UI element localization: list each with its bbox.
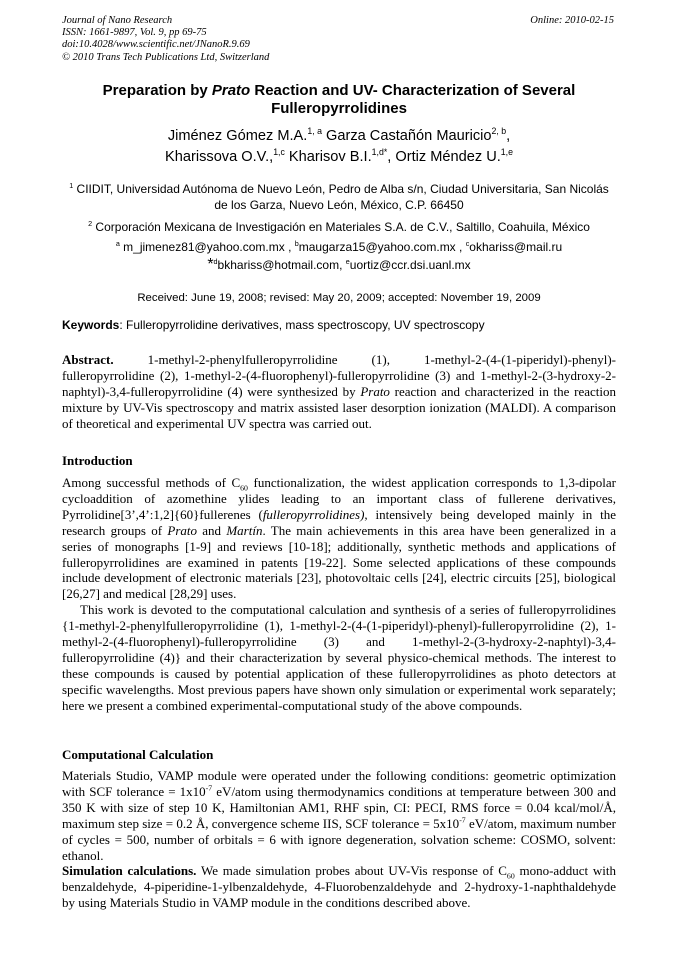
keywords	[62, 318, 616, 333]
introduction-paragraph-2: This work is devoted to the computational calculation and synthesis of a series of fulleropyrrolidines {1-methyl-2-phenylfulleropyrrolidine (1), 1-methyl-2-(4-(1-piperidyl)-phenyl)-fulleropyrrolidine (2), 1-methyl-2-(4-fluorophenyl)-fulleropyrrolidine (3) and 1-methyl-2-(3-hydroxy-2-naphtyl)-3,4-fulleropyrrolidine (4)} and their characterization by several physico-chemical methods. The interest to these compounds is caused by potential application of these fulleropyrrolidines as photo detectors at specific wavelengths. Most previous papers have shown only simulation or experimental work separately; here we present a combined experimental-computational study of the above compounds.	[62, 602, 616, 713]
author-1-sup: 1, a	[307, 126, 322, 137]
comp-p1-sup1: -7	[205, 783, 213, 793]
email-d[interactable]: bkhariss@hotmail.com,	[217, 258, 346, 272]
email-line-2	[62, 257, 616, 273]
email-line-1	[62, 240, 616, 255]
author-1: Jiménez Gómez M.A.	[167, 128, 308, 144]
comp-p2-b: mono-adduct with benzaldehyde, 4-piperidine-1-ylbenzaldehyde, 4-Fluorobenzaldehyde and 2-hydroxy-1-naphthaldehyde by using Materials Studio in VAMP module in the conditions described above.	[62, 863, 616, 911]
abstract-prato: Prato	[360, 383, 390, 399]
author-5: , Ortiz Méndez U.	[387, 149, 501, 165]
keywords-text: : Fulleropyrrolidine derivatives, mass spectroscopy, UV spectroscopy	[119, 318, 485, 332]
comp-p1-b: eV/atom using thermodynamics conditions at temperature between 300 and 350 K with size of step 10 K, Hamiltonian AM1, RHF spin, CI: PECI, RMS force = 0.04 kcal/mol/Å, maximum step size = 0.2 Å, convergence scheme IIS, SCF tolerance = 5x10	[62, 783, 616, 831]
journal-doi: doi:10.4028/www.scientific.net/JNanoR.9.69	[62, 39, 250, 51]
author-list	[62, 126, 616, 168]
email-b-sup: b	[294, 239, 299, 248]
comp-p2-sub: 60	[506, 872, 515, 882]
abstract-label: Abstract.	[62, 352, 114, 367]
intro-p1-b: functionalization, the widest application corresponds to 1,3-dipolar cycloaddition of azomethine ylides leading to an important class of fullerene derivatives, Pyrrolidine[3’,4’:1,2]{60}fullerenes (	[62, 475, 616, 522]
intro-p1-a: Among successful methods of C	[62, 475, 241, 490]
introduction-heading: Introduction	[62, 453, 133, 468]
paper-title	[62, 82, 616, 118]
intro-p1-it3: Martín	[226, 522, 263, 538]
comp-p2-a: We made simulation probes about UV-Vis response of C	[196, 863, 507, 879]
comp-p1-a: Materials Studio, VAMP module were operated under the following conditions: geometric optimization with SCF tolerance = 1x10	[62, 768, 616, 799]
author-2-sup: 2, b	[491, 126, 507, 137]
author-2-tail: ,	[506, 128, 511, 144]
title-italic: Prato	[211, 82, 251, 99]
email-c[interactable]: okhariss@mail.ru	[469, 240, 563, 254]
intro-p1-it1: fulleropyrrolidines)	[262, 506, 365, 522]
intro-p1-c: , intensively being developed mainly in the research groups of	[62, 506, 617, 538]
author-2: Garza Castañón Mauricio	[321, 128, 492, 144]
affiliation-1-num: 1	[69, 181, 74, 190]
computational-body	[62, 768, 616, 911]
email-d-sup: d	[213, 257, 218, 266]
author-3-sup: 1,c	[273, 147, 285, 158]
journal-name: Journal of Nano Research	[62, 15, 173, 26]
affiliation-1	[62, 182, 616, 213]
author-5-sup: 1,e	[500, 147, 513, 158]
email-e[interactable]: uortiz@ccr.dsi.uanl.mx	[349, 258, 471, 272]
author-4: Kharisov B.I.	[284, 149, 372, 165]
computational-heading: Computational Calculation	[62, 747, 214, 762]
affiliation-2	[62, 220, 616, 235]
comp-p1-sup2: -7	[459, 815, 466, 825]
abstract-text-1: 1-methyl-2-phenylfulleropyrrolidine (1), 1-methyl-2-(4-(1-piperidyl)-phenyl)-fulleropyrrolidine (2), 1-methyl-2-(4-fluorophenyl)-fulleropyrrolidine (3) and 1-methyl-2-(3-hydroxy-2-naphtyl)-3,4-fulleropyrrolidine (4) were synthesized by	[62, 352, 616, 399]
journal-copyright: © 2010 Trans Tech Publications Ltd, Switzerland	[62, 51, 270, 63]
title-part2: Reaction and UV- Characterization of Several Fulleropyrrolidines	[250, 82, 576, 117]
author-4-sup: 1,d*	[371, 147, 388, 158]
simulation-label: Simulation calculations.	[62, 863, 197, 879]
abstract-text-2: reaction and characterized in the reaction mixture by UV-Vis spectroscopy and matrix assisted laser desorption ionization (MALDI). A comparison of theoretical and experimental UV spectra was carried out.	[62, 383, 617, 431]
computational-paragraph-2	[62, 863, 616, 911]
journal-issn: ISSN: 1661-9897, Vol. 9, pp 69-75	[62, 27, 207, 39]
email-a-sup: a	[115, 239, 120, 248]
journal-info	[62, 15, 269, 64]
comp-p1-c: eV/atom, maximum number of cycles = 500, number of orbitals = 6 with ignore degeneration, solvation scheme: COSMO, solvent: ethanol.	[62, 815, 616, 863]
online-date: Online: 2010-02-15	[530, 15, 614, 26]
affiliation-2-text: Corporación Mexicana de Investigación en Materiales S.A. de C.V., Saltillo, Coahuila, México	[92, 220, 590, 234]
email-e-sup: e	[345, 257, 350, 266]
title-part1: Preparation by	[102, 82, 212, 99]
email-c-sup: c	[465, 239, 470, 248]
affiliation-2-num: 2	[88, 219, 93, 228]
abstract	[62, 352, 616, 432]
email-a[interactable]: m_jimenez81@yahoo.com.mx ,	[119, 240, 295, 254]
author-3: Kharissova O.V.,	[165, 149, 274, 165]
introduction-paragraph-1	[62, 475, 616, 602]
keywords-label: Keywords	[62, 318, 120, 332]
received-dates: Received: June 19, 2008; revised: May 20, 2009; accepted: November 19, 2009	[137, 292, 541, 304]
computational-paragraph-1	[62, 768, 616, 863]
corresponding-star: *	[207, 256, 214, 273]
email-b[interactable]: maugarza15@yahoo.com.mx ,	[298, 240, 466, 254]
intro-p1-sub: 60	[240, 483, 248, 493]
intro-p1-it2: Prato	[167, 522, 197, 538]
intro-p1-d: and	[197, 522, 227, 538]
affiliation-1-text: CIIDIT, Universidad Autónoma de Nuevo León, Pedro de Alba s/n, Ciudad Universitaria, San Nicolás de los Garza, Nuevo León, México, C.P. 66450	[73, 182, 609, 212]
intro-p1-e: . The main achievements in this area have been generalized in a series of monographs [1-9] and reviews [10-18]; additionally, synthetic methods and applications of fulleropyrrolidines are examined in patents [19-22]. Some selected applications of these compounds include development of electronic materials [23], photovoltaic cells [24], electric circuits [25], biological [26,27] and medical [28,29] uses.	[62, 522, 616, 602]
introduction-body	[62, 475, 616, 714]
